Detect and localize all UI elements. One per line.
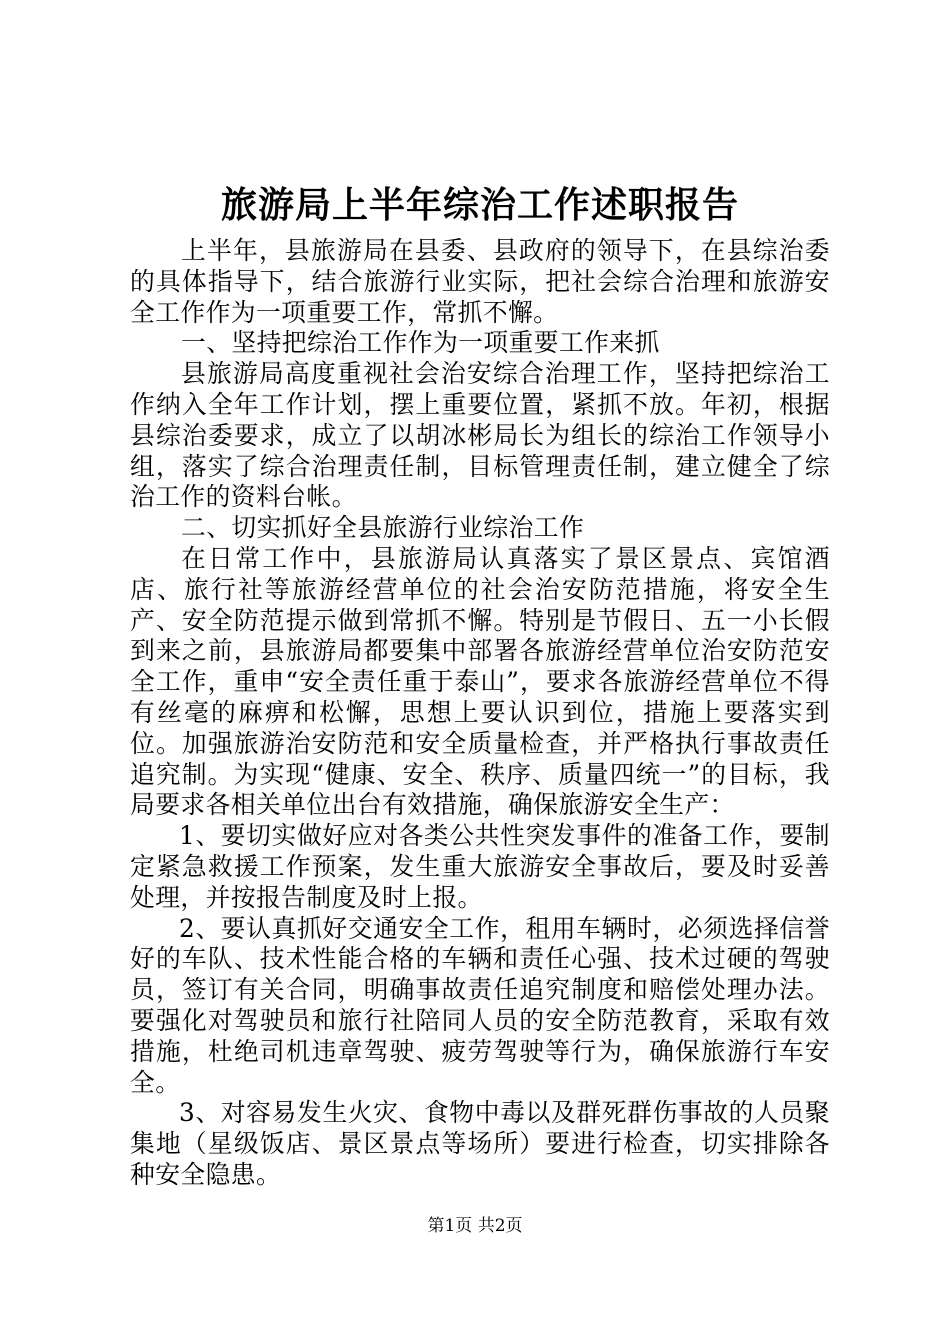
list-item-3: 3、对容易发生火灾、食物中毒以及群死群伤事故的人员聚集地（星级饭店、景区景点等场所）要进行检查，切实排除各种安全隐患。 xyxy=(130,1098,830,1189)
paragraph-section-2: 在日常工作中，县旅游局认真落实了景区景点、宾馆酒店、旅行社等旅游经营单位的社会治安防范措施，将安全生产、安全防范提示做到常抓不懈。特别是节假日、五一小长假到来之前，县旅游局都要集中部署各旅游经营单位治安防范安全工作，重申“安全责任重于泰山”，要求各旅游经营单位不得有丝毫的麻痹和松懈，思想上要认识到位，措施上要落实到位。加强旅游治安防范和安全质量检查，并严格执行事故责任追究制。为实现“健康、安全、秩序、质量四统一”的目标，我局要求各相关单位出台有效措施，确保旅游安全生产： xyxy=(130,543,830,820)
document-body xyxy=(130,236,830,1191)
section-heading-2: 二、切实抓好全县旅游行业综治工作 xyxy=(181,513,585,543)
paragraph-intro: 上半年，县旅游局在县委、县政府的领导下，在县综治委的具体指导下，结合旅游行业实际，把社会综合治理和旅游安全工作作为一项重要工作，常抓不懈。 xyxy=(130,236,830,327)
list-item-1: 1、要切实做好应对各类公共性突发事件的准备工作，要制定紧急救援工作预案，发生重大旅游安全事故后，要及时妥善处理，并按报告制度及时上报。 xyxy=(130,821,830,912)
page-footer: 第1页 共2页 xyxy=(427,1216,523,1236)
section-heading-1: 一、坚持把综治工作作为一项重要工作来抓 xyxy=(181,328,660,358)
paragraph-section-1: 县旅游局高度重视社会治安综合治理工作，坚持把综治工作纳入全年工作计划，摆上重要位置，紧抓不放。年初，根据县综治委要求，成立了以胡冰彬局长为组长的综治工作领导小组，落实了综合治理责任制，目标管理责任制，建立健全了综治工作的资料台帐。 xyxy=(130,359,830,512)
list-item-2: 2、要认真抓好交通安全工作，租用车辆时，必须选择信誉好的车队、技术性能合格的车辆和责任心强、技术过硬的驾驶员，签订有关合同，明确事故责任追究制度和赔偿处理办法。要强化对驾驶员和旅行社陪同人员的安全防范教育，采取有效措施，杜绝司机违章驾驶、疲劳驾驶等行为，确保旅游行车安全。 xyxy=(130,913,830,1097)
document-title: 旅游局上半年综治工作述职报告 xyxy=(220,184,739,226)
